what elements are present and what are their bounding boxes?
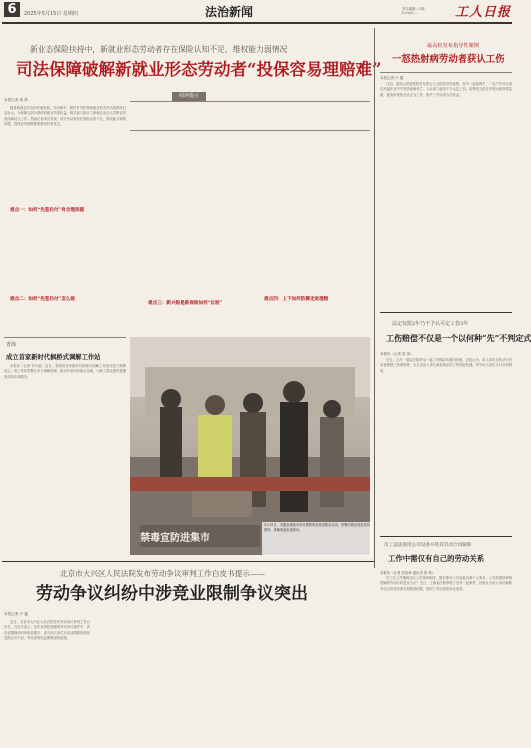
- lead-column-2: [130, 132, 245, 297]
- right-bottom-headline: 工作中需仅有自己的劳动关系: [388, 554, 485, 563]
- bottom-lead-body: 近日，北京市大兴区人民法院发布劳动争议审判工作白皮书。白皮书显示，近年来该院受理的劳动争议案件中，涉竞业限制的纠纷明显增多，部分用人单位对竞业限制的适用范围认识不清，劳动者的权益保障亟待加强。: [4, 620, 90, 640]
- bottom-lead-kicker: 北京市大兴区人民法院发布劳动争议审判工作白皮书提示——: [60, 569, 266, 578]
- right-bottom-byline: 本报讯（记者 范培珍 通讯员 张 婷）: [380, 571, 436, 575]
- lead-body: 随着新就业形态的快速发展，外卖骑手、网约车司机等新就业形态劳动者群体日益壮大。为保障这部分群体的职业伤害权益，相关部门推出了新就业形态人员职业伤害保障试点工作。然而记者采访发现，部分劳动者存在保险认知不足、维权能力弱的问题，投保容易理赔难的情况时有发生。: [4, 106, 126, 126]
- right-top-body: 日前，最高人民检察院发布第五十五批指导性案例。其中一起案例中，一名户外劳动者在高温作业中突发热射病死亡，人社部门起初不予认定工伤。检察机关依法开展行政检察监督，促成该案依法认定为工伤，维护了劳动者合法权益。: [380, 82, 512, 97]
- left-story-rule: [4, 337, 126, 338]
- bottom-lead-rule: [2, 561, 374, 562]
- newspaper-logo: 工人日报: [455, 5, 512, 20]
- masthead: [0, 0, 515, 22]
- right-mid-headline: 工伤赔偿不仅是一个以何种“先”不判定式: [386, 333, 531, 343]
- lead-subhead-1: 难点一：如何“先签后付”有合理依据: [10, 208, 85, 213]
- left-story-body-wrap: [4, 364, 126, 554]
- lead-column-1b: [4, 212, 126, 292]
- right-bottom-body-wrap: [380, 576, 512, 746]
- bottom-col-2: [96, 616, 182, 746]
- photo-sign-text: 禁毒宣防进集市: [140, 533, 210, 544]
- col-divider: [374, 28, 375, 568]
- right-top-body-wrap: [380, 82, 512, 307]
- bottom-col-1: [4, 620, 90, 746]
- bottom-col-4: [280, 616, 370, 746]
- right-top-headline: 一怒热射病劳动者获认工伤: [392, 54, 505, 65]
- left-story-body: 本报讯（记者 李小丽）近日，青海省首家新时代枫桥式调解工作站在西宁揭牌成立。该工作站将整合多方调解资源，推动矛盾纠纷源头化解，为职工群众提供便捷高效的法律服务。: [4, 364, 126, 379]
- reading-tip-text: [136, 107, 366, 127]
- editor-line: 责任编辑: 卢晓: [402, 7, 425, 11]
- bottom-lead-byline: 本报记者 卢 越: [4, 612, 28, 616]
- lead-subhead-3: 难点三：新兴险是新保险如何“比较”: [148, 301, 223, 306]
- right-mid-kicker: 法定仅限2年乃不予认可定工伤3年: [392, 321, 469, 327]
- lead-column-1c: [4, 303, 126, 337]
- right-top-byline: 本报记者 卢 越: [380, 76, 404, 80]
- lead-kicker: 新业态保险扶持中，新就业形态劳动者存在保险认知不足、维权能力弱情况: [30, 45, 288, 54]
- issue-date: 2025年5月15日 星期四: [24, 11, 78, 17]
- right-top-box-title: 最高检发布指导性案例: [427, 43, 479, 49]
- reading-tip-label: 阅读提示: [172, 92, 206, 101]
- lead-subhead-2: 难点二：如何“先签后付”怎么破: [10, 297, 76, 302]
- right-mid-rule-top: [380, 312, 512, 313]
- lead-byline: 本报记者 周 倩: [4, 98, 28, 102]
- masthead-rule: [2, 22, 512, 24]
- lead-subhead-4: 难点四：上下如何防御走进理赔: [264, 297, 329, 302]
- photo-caption: 5月13日，安徽宣城某市场开展禁毒宣传进集市活动，民警向群众发放宣传资料，讲解毒品危害知识。: [262, 522, 372, 556]
- right-mid-body: 近日，江苏一基层法院审结一起工伤保险待遇纠纷案。法院认为，用人单位未依法为劳动者缴纳工伤保险费，应当由用人单位承担相应的工伤保险待遇，判令用人单位支付各项赔偿。: [380, 358, 512, 373]
- right-bottom-rule-top: [380, 536, 512, 537]
- page-number: 6: [4, 2, 20, 17]
- right-bottom-body: 员工在工作期间违反公司规章制度，擅自使用公司设备从事个人事务，公司依据规章制度解除劳动合同是否合法？近日，上海某法院审理了这样一起案件，法院认为用人单位解除劳动合同具有事实和制度依据，驳回了劳动者的诉讼请求。: [380, 576, 512, 591]
- right-mid-byline: 本报讯（记者 张 萍）: [380, 352, 414, 356]
- lead-column-3b: [250, 233, 370, 291]
- bottom-col-3: [188, 616, 274, 746]
- bottom-lead-headline: 劳动争议纠纷中涉竞业限制争议突出: [36, 584, 308, 604]
- lead-column-3c: [250, 303, 370, 337]
- lead-column-3: [250, 132, 370, 232]
- left-story-tag: 青海: [6, 342, 17, 348]
- right-top-rule: [380, 72, 512, 73]
- right-bottom-kicker: 员工违法使用公司设备并将其劳动合同解除: [384, 543, 472, 548]
- section-title: 法治新闻: [205, 5, 254, 19]
- email-line: E-mail: ...: [402, 11, 419, 15]
- right-mid-body-wrap: [380, 358, 512, 533]
- lead-headline: 司法保障破解新就业形态劳动者“投保容易理赔难”: [16, 60, 382, 79]
- left-story-headline: 成立首家新时代枫桥式调解工作站: [6, 354, 101, 361]
